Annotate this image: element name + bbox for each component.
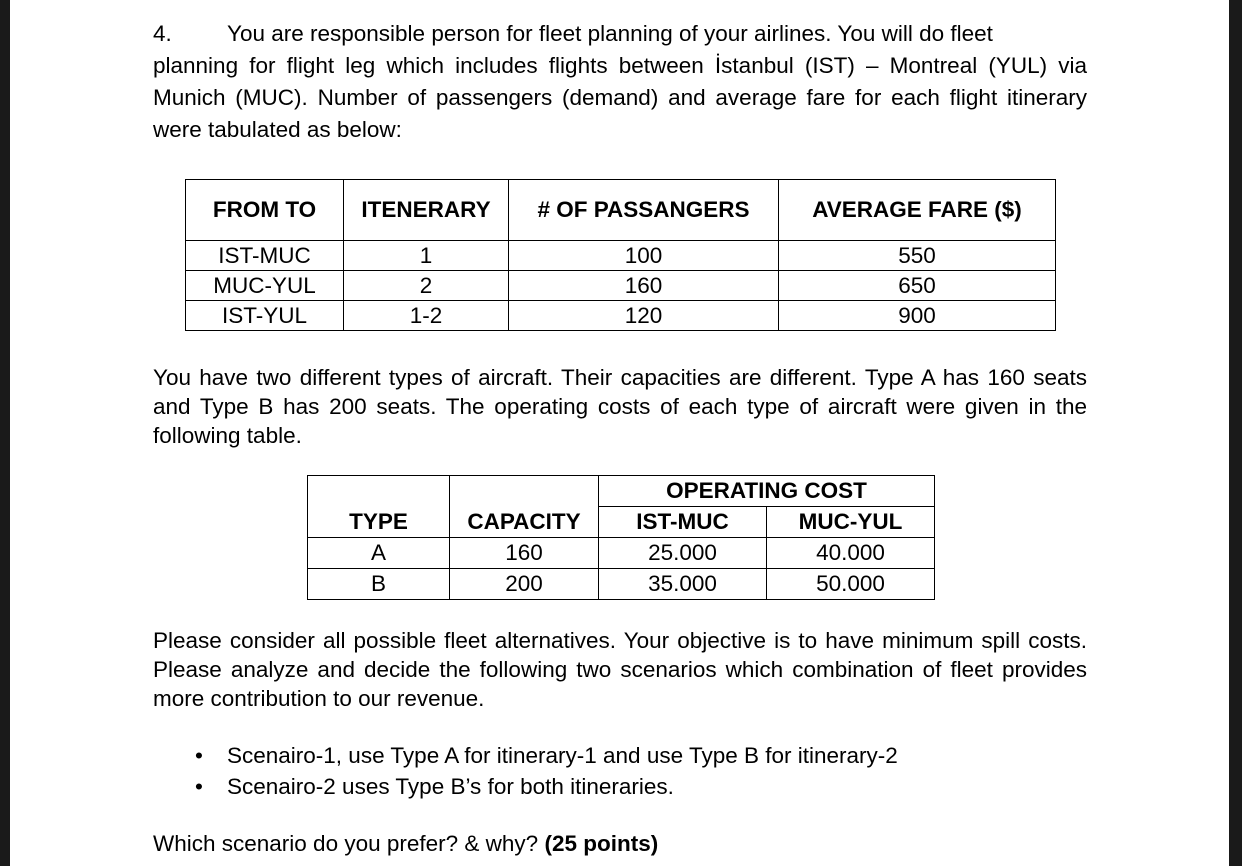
empty-header-cell xyxy=(450,476,599,507)
cell-route: IST-MUC xyxy=(186,241,344,271)
table-header-row xyxy=(186,180,1056,241)
list-item xyxy=(153,771,1087,802)
cell-fare: 550 xyxy=(779,241,1056,271)
scenario-text: Scenairo-1, use Type A for itinerary-1 and use Type B for itinerary-2 xyxy=(227,743,898,768)
question-intro xyxy=(153,18,1087,146)
cell-cost-muc-yul: 40.000 xyxy=(767,538,935,569)
header-from-to: FROM TO xyxy=(186,180,344,241)
cell-passengers: 160 xyxy=(509,271,779,301)
question-text: planning for flight leg which includes flights between İstanbul (IST) – Montreal (YUL) via Munich (MUC). Number of passengers (demand) and average fare for each flight itinerary were tabulated as below: xyxy=(153,53,1087,142)
table-header-row xyxy=(308,507,935,538)
header-muc-yul: MUC-YUL xyxy=(767,507,935,538)
bullet-icon: • xyxy=(195,743,203,768)
header-type: TYPE xyxy=(308,507,450,538)
empty-header-cell xyxy=(308,476,450,507)
header-operating-cost: OPERATING COST xyxy=(599,476,935,507)
list-item xyxy=(153,740,1087,771)
instructions-paragraph: Please consider all possible fleet alternatives. Your objective is to have minimum spill costs. Please analyze and decide the following two scenarios which combination of fleet provides more contribution to our revenue. xyxy=(153,628,1087,711)
question-number: 4. xyxy=(153,21,172,46)
operating-cost-table xyxy=(307,475,935,600)
header-average-fare: AVERAGE FARE ($) xyxy=(779,180,1056,241)
question-first-line: You are responsible person for fleet planning of your airlines. You will do fleet xyxy=(227,21,993,46)
cell-cost-muc-yul: 50.000 xyxy=(767,569,935,600)
cell-route: MUC-YUL xyxy=(186,271,344,301)
final-question-text: Which scenario do you prefer? & why? xyxy=(153,831,545,856)
header-capacity: CAPACITY xyxy=(450,507,599,538)
cell-type: A xyxy=(308,538,450,569)
bullet-icon: • xyxy=(195,774,203,799)
cell-passengers: 120 xyxy=(509,301,779,331)
header-passengers: # OF PASSANGERS xyxy=(509,180,779,241)
cell-cost-ist-muc: 35.000 xyxy=(599,569,767,600)
header-itinerary: ITENERARY xyxy=(344,180,509,241)
aircraft-paragraph: You have two different types of aircraft. Their capacities are different. Type A has 160 seats and Type B has 200 seats. The operating costs of each type of aircraft were given in the following table. xyxy=(153,365,1087,448)
cell-route: IST-YUL xyxy=(186,301,344,331)
table-group-header-row xyxy=(308,476,935,507)
cell-itinerary: 1-2 xyxy=(344,301,509,331)
cell-itinerary: 1 xyxy=(344,241,509,271)
cell-capacity: 200 xyxy=(450,569,599,600)
cell-fare: 650 xyxy=(779,271,1056,301)
cell-passengers: 100 xyxy=(509,241,779,271)
demand-fare-table xyxy=(185,179,1056,331)
points-label: (25 points) xyxy=(544,831,659,856)
table-row xyxy=(186,271,1056,301)
cell-type: B xyxy=(308,569,450,600)
cell-itinerary: 2 xyxy=(344,271,509,301)
scenario-text: Scenairo-2 uses Type B’s for both itineraries. xyxy=(227,774,674,799)
cell-cost-ist-muc: 25.000 xyxy=(599,538,767,569)
table-row xyxy=(186,301,1056,331)
table-row xyxy=(308,538,935,569)
header-ist-muc: IST-MUC xyxy=(599,507,767,538)
final-question xyxy=(153,828,1087,860)
cell-fare: 900 xyxy=(779,301,1056,331)
table-row xyxy=(308,569,935,600)
cell-capacity: 160 xyxy=(450,538,599,569)
scenario-list xyxy=(153,740,1087,802)
table-row xyxy=(186,241,1056,271)
